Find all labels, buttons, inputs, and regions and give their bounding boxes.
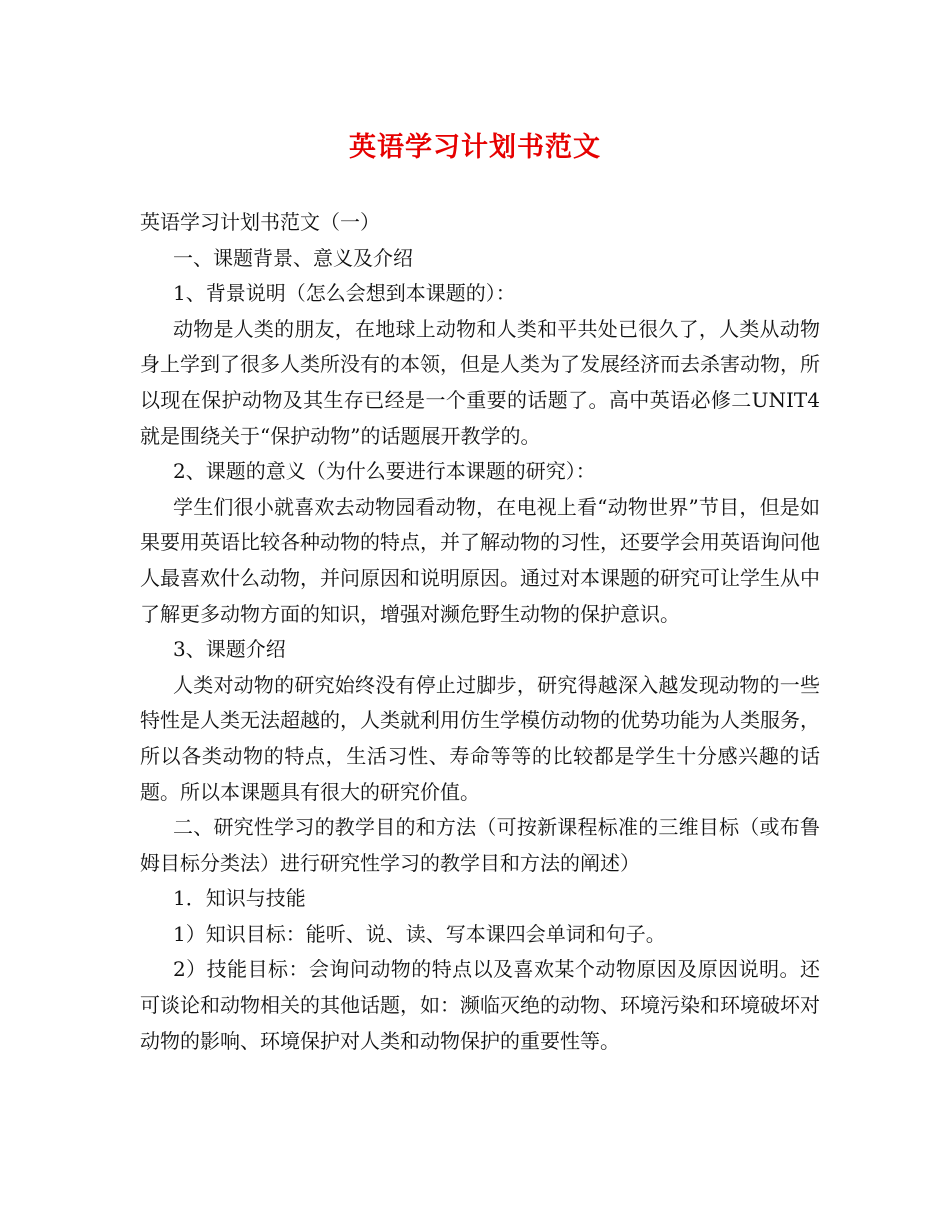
paragraph: 3、课题介绍 xyxy=(173,637,286,662)
paragraph: 2、课题的意义（为什么要进行本课题的研究）： xyxy=(173,459,596,484)
paragraph: 一、课题背景、意义及介绍 xyxy=(173,245,413,270)
paragraph: 1、背景说明（怎么会想到本课题的）： xyxy=(173,281,516,306)
paragraph: 2）技能目标：会询问动物的特点以及喜欢某个动物原因及原因说明。还可谈论和动物相关的其他话题，如：濒临灭绝的动物、环境污染和环境破坏对动物的影响、环境保护对人类和动物保护的重要性等。 xyxy=(140,957,820,1053)
paragraph: 1．知识与技能 xyxy=(173,886,306,911)
paragraph: 二、研究性学习的教学目的和方法（可按新课程标准的三维目标（或布鲁姆目标分类法）进行研究性学习的教学目和方法的阐述） xyxy=(140,815,820,875)
document-body xyxy=(140,205,820,1059)
paragraph: 英语学习计划书范文（一） xyxy=(140,210,380,234)
paragraph: 人类对动物的研究始终没有停止过脚步，研究得越深入越发现动物的一些特性是人类无法超越的，人类就利用仿生学模仿动物的优势功能为人类服务，所以各类动物的特点，生活习性、寿命等等的比较都是学生十分感兴趣的话题。所以本课题具有很大的研究价值。 xyxy=(140,672,820,804)
document-title: 英语学习计划书范文 xyxy=(349,132,601,163)
paragraph: 1）知识目标：能听、说、读、写本课四会单词和句子。 xyxy=(173,921,666,946)
paragraph: 学生们很小就喜欢去动物园看动物，在电视上看“动物世界”节目，但是如果要用英语比较各种动物的特点，并了解动物的习性，还要学会用英语询问他人最喜欢什么动物，并问原因和说明原因。通过对本课题的研究可让学生从中了解更多动物方面的知识，增强对濒危野生动物的保护意识。 xyxy=(140,494,820,626)
paragraph: 动物是人类的朋友，在地球上动物和人类和平共处已很久了，人类从动物身上学到了很多人类所没有的本领，但是人类为了发展经济而去杀害动物，所以现在保护动物及其生存已经是一个重要的话题了。高中英语必修二UNIT4就是围绕关于“保护动物”的话题展开教学的。 xyxy=(140,316,820,448)
